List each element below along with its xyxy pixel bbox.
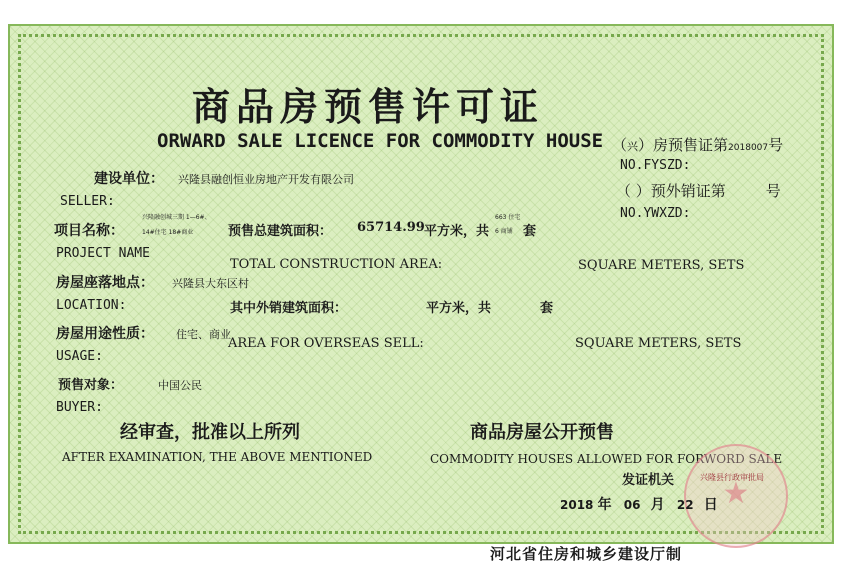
license-paren-open: （ (612, 136, 628, 154)
overseas-license-suffix: 号 (765, 182, 781, 200)
date-year: 2018 (560, 498, 594, 512)
seller-label-cn: 建设单位： (94, 171, 164, 187)
license-value: 2018007 (728, 143, 769, 153)
issue-date (560, 494, 718, 514)
title-en: ORWARD SALE LICENCE FOR COMMODITY HOUSE (157, 130, 604, 152)
license-number (612, 134, 783, 155)
usage-label-cn: 房屋用途性质： (56, 326, 154, 342)
date-month: 06 (623, 498, 641, 512)
seal-text: 兴隆县行政审批局 (700, 473, 764, 482)
presale-area-label-cn: 预售总建筑面积： (228, 224, 333, 239)
location-label-cn: 房屋座落地点： (56, 275, 154, 291)
presale-area-label-en: TOTAL CONSTRUCTION AREA: (230, 257, 443, 272)
presale-sets-line1: 663 住宅 (495, 214, 521, 221)
overseas-license-paren: （ ） (616, 182, 651, 200)
project-value-line2: 14#住宅 18#商业 (142, 229, 194, 236)
presale-area-value: 65714.99 (357, 220, 425, 235)
overseas-area-unit-en: SQUARE METERS, SETS (575, 336, 742, 351)
buyer-label-cn: 预售对象： (58, 378, 124, 393)
title-cn: 商品房预售许可证 (192, 85, 545, 129)
seller-value: 兴隆县融创恒业房地产开发有限公司 (178, 173, 354, 186)
approval-right-cn: 商品房屋公开预售 (470, 422, 614, 443)
usage-value: 住宅、商业 (176, 328, 231, 341)
issuer-label: 发证机关 (622, 473, 675, 488)
license-paren-close: ） (638, 136, 654, 154)
date-year-unit: 年 (597, 497, 612, 513)
footer-issuer: 河北省住房和城乡建设厅制 (490, 545, 683, 563)
location-label-en: LOCATION: (56, 298, 127, 313)
license-code-label: NO.FYSZD: (620, 158, 691, 173)
date-month-unit: 月 (650, 497, 665, 513)
overseas-area-label-cn: 其中外销建筑面积： (230, 301, 348, 316)
location-value: 兴隆县大东区村 (172, 277, 249, 290)
overseas-license-number (616, 180, 781, 201)
overseas-license-code-label: NO.YWXZD: (620, 206, 691, 221)
license-label: 房预售证第 (653, 136, 729, 154)
buyer-value: 中国公民 (158, 379, 202, 392)
approval-left-en: AFTER EXAMINATION, THE ABOVE MENTIONED (62, 450, 373, 464)
presale-sets-line2: 6 商铺 (495, 228, 513, 235)
project-label-en: PROJECT NAME (56, 246, 150, 261)
seal-star-icon: ★ (722, 476, 750, 511)
license-county: 兴 (627, 140, 639, 153)
buyer-label-en: BUYER: (56, 400, 103, 415)
date-day: 22 (676, 498, 694, 512)
seller-label-en: SELLER: (60, 194, 115, 209)
overseas-license-label: 预外销证第 (650, 182, 726, 200)
presale-sets-suffix: 套 (523, 224, 537, 239)
usage-label-en: USAGE: (56, 349, 103, 364)
approval-left-cn: 经审查，批准以上所列 (120, 422, 300, 443)
approval-right-en: COMMODITY HOUSES ALLOWED FOR FORWORD SALE (430, 452, 783, 466)
project-label-cn: 项目名称： (54, 223, 124, 239)
date-day-unit: 日 (703, 497, 718, 513)
presale-area-unit-en: SQUARE METERS, SETS (578, 258, 745, 273)
overseas-area-label-en: AREA FOR OVERSEAS SELL: (228, 336, 424, 351)
project-value-line1: 兴隆融创城三期 1—6#、 (142, 214, 211, 221)
overseas-area-unit-cn: 平方米，共 (426, 301, 492, 316)
license-suffix: 号 (768, 136, 784, 154)
overseas-sets-suffix: 套 (540, 301, 554, 316)
presale-area-unit-cn: 平方米，共 (424, 224, 490, 239)
